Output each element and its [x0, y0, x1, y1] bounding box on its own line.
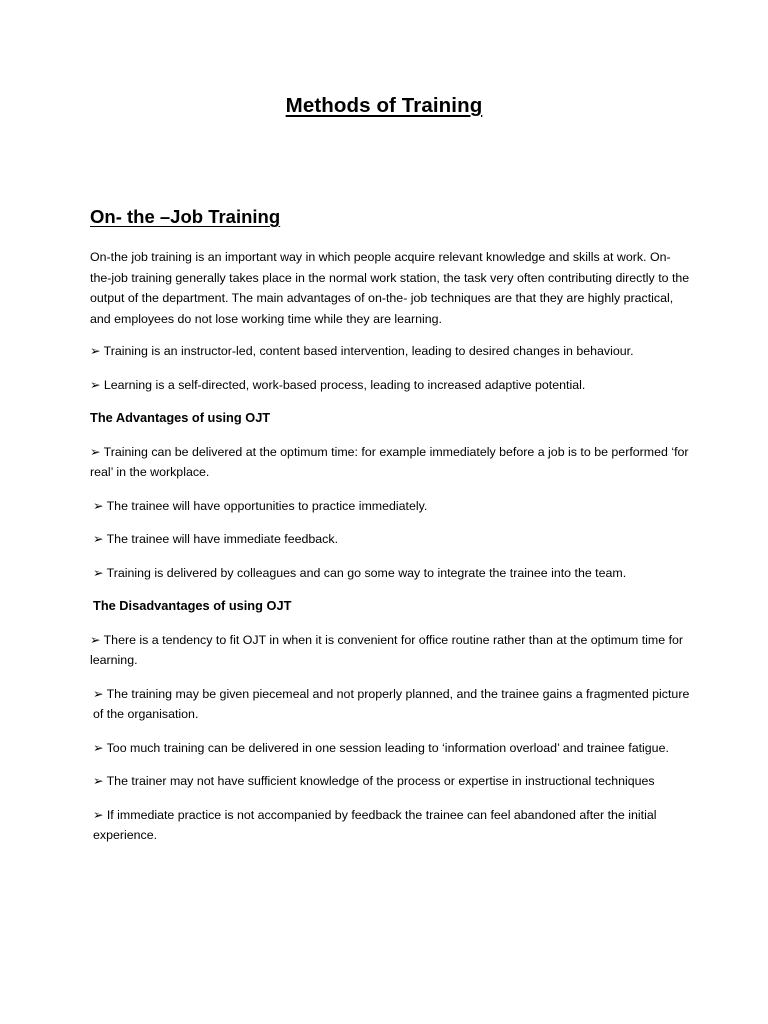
- disadvantage-item: [90, 684, 690, 725]
- disadvantage-text: There is a tendency to fit OJT in when it is convenient for office routine rather than at the optimum time for learning.: [90, 632, 684, 667]
- advantage-item: [90, 529, 690, 550]
- arrow-bullet-icon: ➢: [90, 444, 101, 459]
- arrow-bullet-icon: ➢: [93, 740, 104, 755]
- advantage-item: [90, 442, 690, 483]
- document-title: Methods of Training: [285, 94, 483, 117]
- arrow-bullet-icon: ➢: [93, 565, 104, 580]
- disadvantage-text: If immediate practice is not accompanied by feedback the trainee can feel abandoned after the initial experience.: [93, 807, 657, 842]
- disadvantages-heading: The Disadvantages of using OJT: [93, 598, 292, 613]
- advantage-text: The trainee will have immediate feedback.: [106, 532, 339, 546]
- disadvantage-text: The trainer may not have sufficient knowledge of the process or expertise in instructional techniques: [106, 774, 655, 788]
- disadvantage-item: [90, 805, 690, 846]
- advantage-text: The trainee will have opportunities to practice immediately.: [106, 498, 428, 513]
- disadvantage-text: Too much training can be delivered in one session leading to ‘information overload’ and trainee fatigue.: [106, 740, 669, 755]
- definition-text: Training is an instructor-led, content based intervention, leading to desired changes in behaviour.: [103, 344, 634, 358]
- advantage-item: [90, 563, 690, 584]
- arrow-bullet-icon: ➢: [93, 807, 104, 822]
- disadvantage-item: [90, 738, 690, 759]
- arrow-bullet-icon: ➢: [90, 377, 101, 392]
- advantage-item: [90, 496, 690, 517]
- document-body: [90, 247, 690, 859]
- intro-paragraph: On-the job training is an important way in which people acquire relevant knowledge and skills at work. On-the-job training generally takes place in the normal work station, the task very often contributing directly to the output of the department. The main advantages of on-the- job techniques are that they are highly practical, and employees do not lose working time while they are learning.: [90, 250, 690, 326]
- definition-item: [90, 341, 690, 362]
- disadvantage-item: [90, 771, 690, 792]
- arrow-bullet-icon: ➢: [93, 774, 104, 788]
- disadvantage-text: The training may be given piecemeal and not properly planned, and the trainee gains a fragmented picture of the organisation.: [93, 686, 690, 721]
- advantage-text: Training is delivered by colleagues and can go some way to integrate the trainee into the team.: [106, 565, 627, 580]
- arrow-bullet-icon: ➢: [93, 686, 104, 701]
- section-heading: On- the –Job Training: [90, 206, 281, 227]
- arrow-bullet-icon: ➢: [90, 632, 101, 647]
- advantages-heading: The Advantages of using OJT: [90, 410, 271, 425]
- definition-item: [90, 375, 690, 396]
- definition-text: Learning is a self-directed, work-based process, leading to increased adaptive potential.: [103, 377, 586, 392]
- disadvantage-item: [90, 630, 690, 671]
- arrow-bullet-icon: ➢: [93, 532, 104, 546]
- arrow-bullet-icon: ➢: [90, 344, 101, 358]
- advantage-text: Training can be delivered at the optimum time: for example immediately before a job is to be performed ‘for real’ in the workplace.: [90, 444, 689, 479]
- arrow-bullet-icon: ➢: [93, 498, 104, 513]
